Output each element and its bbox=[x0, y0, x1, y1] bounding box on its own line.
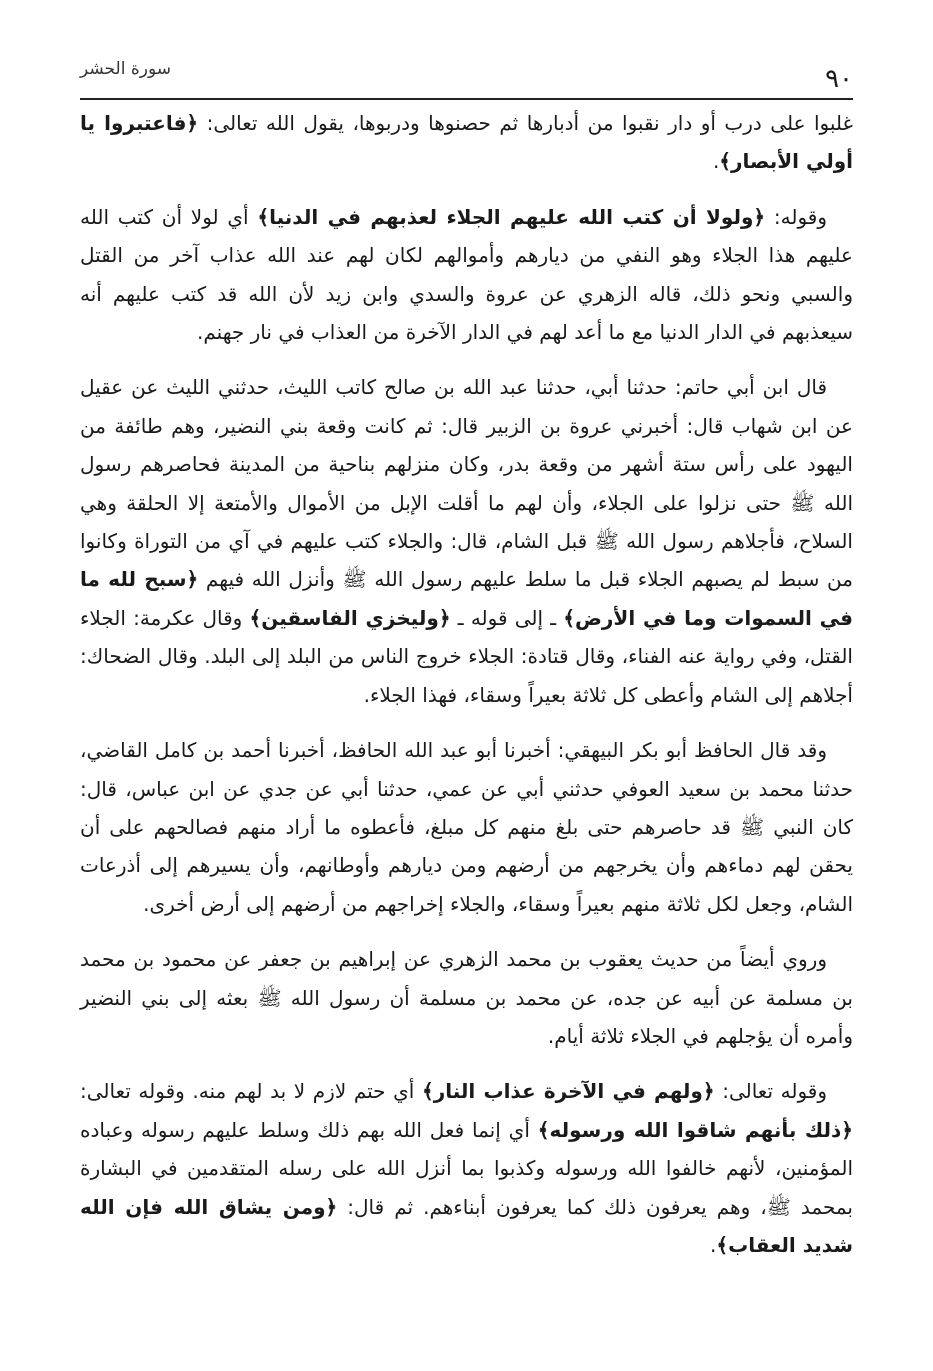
header-divider bbox=[80, 98, 853, 100]
page-body bbox=[80, 104, 853, 1281]
text-run: أي حتم لازم لا بد لهم منه. وقوله تعالى: bbox=[80, 1079, 422, 1104]
page-header bbox=[80, 58, 853, 94]
quran-quote: ﴿ولهم في الآخرة عذاب النار﴾ bbox=[421, 1079, 715, 1104]
paragraph bbox=[80, 104, 853, 181]
text-run: وقد قال الحافظ أبو بكر البيهقي: أخبرنا أبو عبد الله الحافظ، أخبرنا أحمد بن كامل القاضي، حدثنا محمد بن سعيد العوفي حدثني أبي عن عمي، حدثنا أبي عن جدي عن ابن عباس، قال: كان النبي ﷺ قد حاصرهم حتى بلغ منهم كل مبلغ، فأعطوه ما أراد منهم فصالحهم على أن يحقن لهم دماءهم وأن يخرجهم من أرضهم ومن ديارهم وأوطانهم، وأن يسيرهم إلى أذرعات الشام، وجعل لكل ثلاثة منهم بعيراً وسقاء، والجلاء إخراجهم من أرضهم إلى أرض أخرى. bbox=[80, 738, 853, 916]
quran-quote: ﴿سبح لله ما في السموات وما في الأرض﴾ bbox=[80, 567, 853, 630]
text-run: ـ إلى قوله ـ bbox=[450, 605, 564, 630]
text-run: أي إنما فعل الله بهم ذلك وسلط عليهم رسوله وعباده المؤمنين، لأنهم خالفوا الله ورسوله وكذبوا بما أنزل الله على رسله المتقدمين في البشارة بمحمد ﷺ، وهم يعرفون ذلك كما يعرفون أبناءهم. ثم قال: bbox=[80, 1117, 853, 1219]
paragraph bbox=[80, 368, 853, 714]
text-run: وقال عكرمة: الجلاء القتل، وفي رواية عنه الفناء، وقال قتادة: الجلاء خروج الناس من البلد إلى البلد. وقال الضحاك: أجلاهم إلى الشام وأعطى كل ثلاثة بعيراً وسقاء، فهذا الجلاء. bbox=[80, 605, 853, 707]
text-run: أي لولا أن كتب الله عليهم هذا الجلاء وهو النفي من ديارهم وأموالهم لكان لهم عند الله عذاب آخر من القتل والسبي ونحو ذلك، قاله الزهري عن عروة والسدي وابن زيد لأن الله قد كتب عليهم أنه سيعذبهم في الدار الدنيا مع ما أعد لهم في الدار الآخرة من العذاب في نار جهنم. bbox=[80, 204, 853, 345]
paragraph bbox=[80, 731, 853, 923]
quran-quote: ﴿ولولا أن كتب الله عليهم الجلاء لعذبهم في الدنيا﴾ bbox=[257, 204, 766, 229]
text-run: . bbox=[712, 149, 720, 174]
quran-quote: ﴿وليخزي الفاسقين﴾ bbox=[249, 605, 451, 630]
quran-quote: ﴿ذلك بأنهم شاقوا الله ورسوله﴾ bbox=[537, 1117, 853, 1142]
page-number: ٩٠ bbox=[825, 64, 853, 94]
text-run: وروي أيضاً من حديث يعقوب بن محمد الزهري عن إبراهيم بن جعفر عن محمود بن محمد بن مسلمة عن أبيه عن جده، عن محمد بن مسلمة أن رسول الله ﷺ بعثه إلى بني النضير وأمره أن يؤجلهم في الجلاء ثلاثة أيام. bbox=[80, 947, 853, 1048]
paragraph bbox=[80, 198, 853, 352]
running-title: سورة الحشر bbox=[80, 59, 171, 79]
text-run: وقوله: bbox=[765, 204, 827, 229]
text-run: غلبوا على درب أو دار نقبوا من أدبارها ثم حصنوها ودربوها، يقول الله تعالى: bbox=[198, 111, 853, 135]
text-run: وقوله تعالى: bbox=[714, 1079, 827, 1104]
quran-quote: ﴿ومن يشاق الله فإن الله شديد العقاب﴾ bbox=[80, 1194, 853, 1257]
text-run: . bbox=[710, 1232, 717, 1257]
text-run: قال ابن أبي حاتم: حدثنا أبي، حدثنا عبد الله بن صالح كاتب الليث، حدثني الليث عن عقيل عن ابن شهاب قال: أخبرني عروة بن الزبير قال: ثم كانت وقعة بني النضير، وهم طائفة من اليهود على رأس ستة أشهر من وقعة بدر، وكان منزلهم بناحية من المدينة فحاصرهم رسول الله ﷺ حتى نزلوا على الجلاء، وأن لهم ما أقلت الإبل من الأموال والأمتعة إلا الحلقة وهي السلاح، فأجلاهم رسول الله ﷺ قبل الشام، قال: والجلاء كتب عليهم في آي من التوراة وكانوا من سبط لم يصبهم الجلاء قبل ما سلط عليهم رسول الله ﷺ وأنزل الله فيهم bbox=[80, 375, 853, 592]
paragraph bbox=[80, 940, 853, 1055]
quran-quote: ﴿فاعتبروا يا أولي الأبصار﴾ bbox=[80, 111, 853, 174]
paragraph bbox=[80, 1072, 853, 1264]
